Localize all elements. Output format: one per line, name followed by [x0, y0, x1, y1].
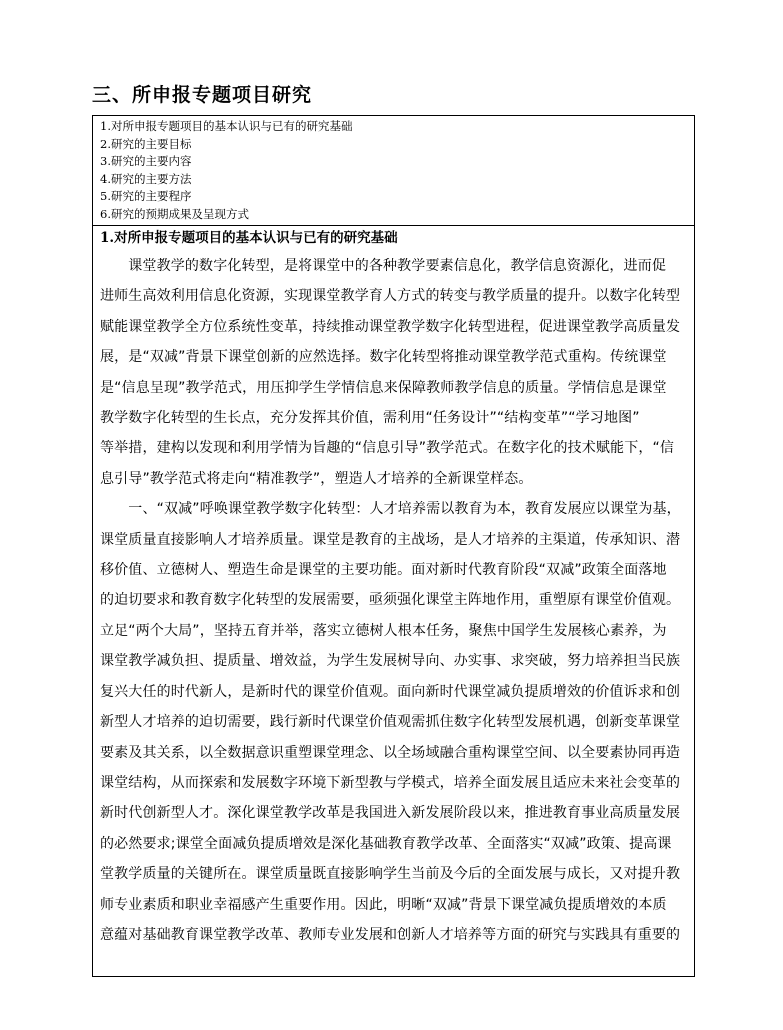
content-heading: 1.对所申报专题项目的基本认识与已有的研究基础 [100, 230, 398, 246]
project-research-table [92, 115, 695, 977]
paragraph-line: 要素及其关系，以全数据意识重塑课堂理念、以全场域融合重构课堂空间、以全要素协同再造 [100, 744, 681, 761]
paragraph-line: 展，是“双减”背景下课堂创新的应然选择。数字化转型将推动课堂教学范式重构。传统课堂 [100, 349, 667, 366]
paragraph-line: 的迫切要求和教育数字化转型的发展需要，亟须强化课堂主阵地作用，重塑原有课堂价值观。 [100, 592, 681, 609]
paragraph-line: 赋能课堂教学全方位系统性变革，持续推动课堂教学数字化转型进程，促进课堂教学高质量发 [100, 318, 681, 335]
paragraph-line: 新型人才培养的迫切需要，践行新时代课堂价值观需抓住数字化转型发展机遇，创新变革课堂 [100, 714, 681, 731]
paragraph-line: 一、“双减”呼唤课堂教学数字化转型：人才培养需以教育为本，教育发展应以课堂为基， [100, 501, 681, 518]
paragraph-line: 是“信息呈现”教学范式，用压抑学生学情信息来保障教师教学信息的质量。学情信息是课堂 [100, 379, 667, 396]
paragraph-line: 新时代创新型人才。深化课堂教学改革是我国进入新发展阶段以来，推进教育事业高质量发展 [100, 805, 681, 822]
outline-item-3: 3.研究的主要内容 [100, 154, 192, 168]
paragraph-line: 复兴大任的时代新人，是新时代的课堂价值观。面向新时代课堂减负提质增效的价值诉求和创 [100, 683, 681, 700]
paragraph-line: 课堂教学的数字化转型，是将课堂中的各种教学要素信息化，教学信息资源化，进而促 [100, 258, 666, 274]
paragraph-line: 等举措，建构以发现和利用学情为旨趣的“信息引导”教学范式。在数字化的技术赋能下，“信 [100, 440, 675, 457]
outline-item-1: 1.对所申报专题项目的基本认识与已有的研究基础 [100, 119, 353, 133]
section-title: 三、所申报专题项目研究 [92, 84, 313, 106]
paragraph-1 [100, 251, 688, 494]
paragraph-line: 堂教学质量的关键所在。课堂质量既直接影响学生当前及今后的全面发展与成长，又对提升教 [100, 866, 681, 883]
paragraph-line: 课堂教学减负担、提质量、增效益，为学生发展树导向、办实事、求突破，努力培养担当民族 [100, 653, 681, 670]
paragraph-line: 课堂结构，从而探索和发展数字环境下新型教与学模式，培养全面发展且适应未来社会变革的 [100, 774, 681, 791]
outline-item-2: 2.研究的主要目标 [100, 136, 192, 151]
paragraph-2 [100, 494, 688, 950]
paragraph-line: 的必然要求;课堂全面减负提质增效是深化基础教育教学改革、全面落实“双减”政策、提高课 [100, 835, 672, 852]
paragraph-line: 师专业素质和职业幸福感产生重要作用。因此，明晰“双减”背景下课堂减负提质增效的本质 [100, 896, 667, 913]
paragraph-line: 课堂质量直接影响人才培养质量。课堂是教育的主战场，是人才培养的主渠道，传承知识、潜 [100, 531, 681, 548]
content-cell [93, 226, 694, 976]
paragraph-line: 移价值、立德树人、塑造生命是课堂的主要功能。面对新时代教育阶段“双减”政策全面落地 [100, 562, 667, 579]
outline-item-6: 6.研究的预期成果及呈现方式 [100, 206, 249, 221]
paragraph-line: 进师生高效利用信息化资源，实现课堂教学育人方式的转变与教学质量的提升。以数字化转型 [100, 288, 681, 305]
paragraph-line: 教学数字化转型的生长点，充分发挥其价值，需利用“任务设计”“结构变革”“学习地图” [100, 410, 640, 427]
paragraph-line: 意蕴对基础教育课堂教学改革、教师专业发展和创新人才培养等方面的研究与实践具有重要的 [100, 926, 681, 943]
outline-item-4: 4.研究的主要方法 [100, 171, 192, 186]
outline-item-5: 5.研究的主要程序 [100, 189, 192, 203]
outline-cell [93, 116, 694, 226]
paragraph-line: 立足“两个大局”，坚持五育并举，落实立德树人根本任务，聚焦中国学生发展核心素养，为 [100, 622, 667, 639]
paragraph-line: 息引导”教学范式将走向“精准教学”，塑造人才培养的全新课堂样态。 [100, 470, 533, 487]
